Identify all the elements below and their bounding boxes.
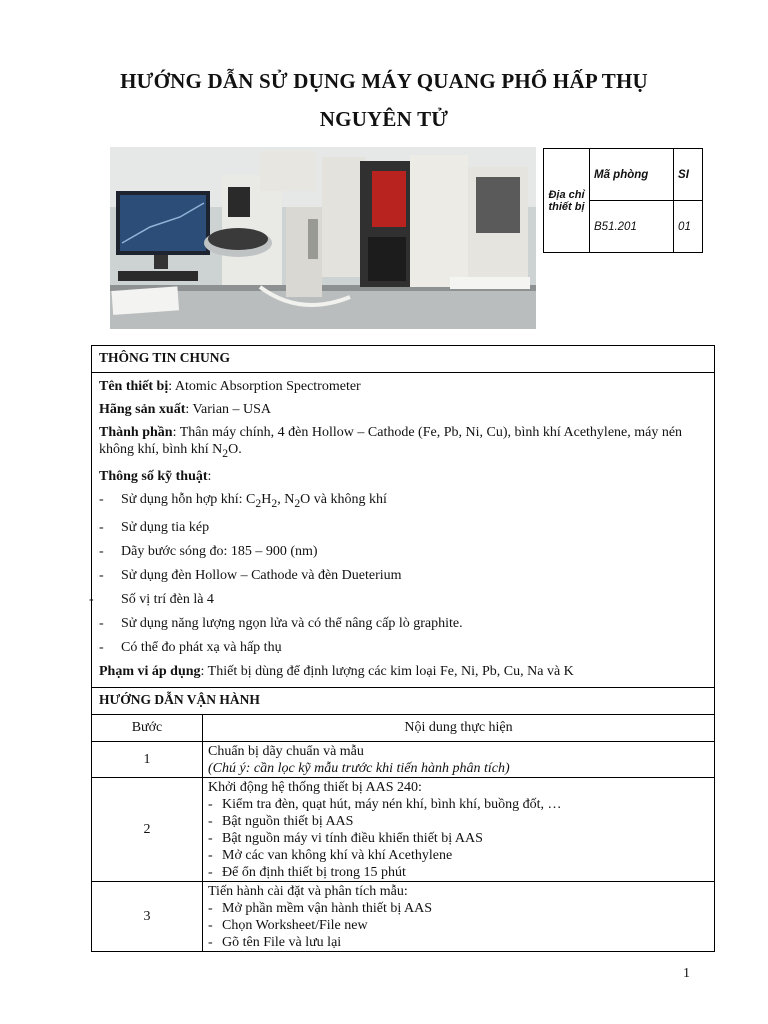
table-row bbox=[92, 742, 715, 778]
bullet-dash: - bbox=[99, 639, 104, 655]
spec-2-text: Sử dụng tia kép bbox=[121, 519, 210, 535]
step-content bbox=[203, 882, 715, 952]
count-value: 01 bbox=[674, 201, 703, 253]
list-item bbox=[208, 796, 709, 813]
step-title: Tiến hành cài đặt và phân tích mẫu: bbox=[208, 884, 408, 899]
step-content bbox=[203, 742, 715, 778]
list-item-text: Bật nguồn máy vi tính điều khiển thiết bị AAS bbox=[222, 831, 483, 846]
components-subscript: 2 bbox=[222, 446, 229, 460]
spec-3-text: Dãy bước sóng đo: 185 – 900 (nm) bbox=[121, 543, 318, 559]
bullet-dash: - bbox=[208, 831, 213, 846]
scope-label: Phạm vi áp dụng bbox=[99, 663, 201, 679]
list-item bbox=[208, 917, 709, 934]
manufacturer-row bbox=[99, 401, 707, 418]
spectrometer-illustration bbox=[110, 147, 536, 329]
step-title: Khởi động hệ thống thiết bị AAS 240: bbox=[208, 780, 422, 795]
general-info-header: THÔNG TIN CHUNG bbox=[92, 346, 714, 373]
document-title bbox=[0, 62, 768, 138]
step-number: 2 bbox=[92, 778, 203, 882]
operation-header: HƯỚNG DẪN VẬN HÀNH bbox=[92, 688, 715, 715]
list-item-text: Chọn Worksheet/File new bbox=[222, 918, 368, 933]
spec-item bbox=[99, 491, 707, 512]
list-item-text: Để ổn định thiết bị trong 15 phút bbox=[222, 865, 406, 880]
spec-1-text: Sử dụng hỗn hợp khí: C bbox=[121, 491, 256, 507]
general-info-body bbox=[89, 373, 714, 680]
spec-1-sub: 2 bbox=[294, 496, 301, 510]
list-item bbox=[208, 813, 709, 830]
room-info-table bbox=[543, 148, 703, 253]
scope-value: : Thiết bị dùng để định lượng các kim loại Fe, Ni, Pb, Cu, Na và K bbox=[200, 663, 574, 679]
spec-1-text: , N bbox=[277, 491, 295, 507]
step-title: Chuẩn bị dãy chuẩn và mẫu bbox=[208, 744, 364, 759]
step-content bbox=[203, 778, 715, 882]
bullet-dash: - bbox=[208, 918, 213, 933]
scope-row bbox=[99, 663, 707, 680]
list-item-text: Bật nguồn thiết bị AAS bbox=[222, 814, 354, 829]
spec-1-sub: 2 bbox=[271, 496, 278, 510]
components-end: O. bbox=[228, 442, 242, 457]
bullet-dash: - bbox=[208, 935, 213, 950]
device-name-value: : Atomic Absorption Spectrometer bbox=[168, 379, 361, 394]
bullet-dash: - bbox=[99, 543, 104, 559]
list-item bbox=[208, 900, 709, 917]
spec-item bbox=[99, 615, 707, 632]
column-header-content: Nội dung thực hiện bbox=[203, 715, 715, 742]
manufacturer-label: Hãng sản xuất bbox=[99, 402, 186, 417]
address-label: Địa chỉ thiết bị bbox=[544, 149, 590, 253]
step-number: 1 bbox=[92, 742, 203, 778]
step-number: 3 bbox=[92, 882, 203, 952]
list-item-text: Kiểm tra đèn, quạt hút, máy nén khí, bình khí, buồng đốt, … bbox=[222, 797, 562, 812]
count-label: SI bbox=[674, 149, 703, 201]
room-code-value: B51.201 bbox=[590, 201, 674, 253]
device-name-label: Tên thiết bị bbox=[99, 379, 169, 394]
column-header-step: Bước bbox=[92, 715, 203, 742]
bullet-dash: - bbox=[99, 615, 104, 631]
step-note: (Chú ý: cần lọc kỹ mẫu trước khi tiến hành phân tích) bbox=[208, 761, 510, 776]
bullet-dash: - bbox=[208, 797, 213, 812]
components-row bbox=[99, 424, 707, 462]
list-item bbox=[208, 847, 709, 864]
specs-title-row bbox=[99, 468, 707, 485]
spec-item bbox=[99, 639, 707, 656]
room-code-label: Mã phòng bbox=[590, 149, 674, 201]
spec-4-text: Sử dụng đèn Hollow – Cathode và đèn Dueterium bbox=[121, 567, 402, 583]
list-item bbox=[208, 864, 709, 881]
page-number: 1 bbox=[683, 966, 690, 981]
components-value: : Thân máy chính, 4 đèn Hollow – Cathode (Fe, Pb, Ni, Cu), bình khí Acethylene, máy nén không khí, bình khí N bbox=[99, 425, 683, 457]
spec-item bbox=[99, 567, 707, 584]
list-item-text: Mở phần mềm vận hành thiết bị AAS bbox=[222, 901, 432, 916]
bullet-dash: - bbox=[208, 865, 213, 880]
bullet-dash: - bbox=[99, 519, 104, 535]
list-item bbox=[208, 830, 709, 847]
spec-6-text: Sử dụng năng lượng ngọn lửa và có thể nâng cấp lò graphite. bbox=[121, 615, 463, 631]
spec-item bbox=[99, 543, 707, 560]
spec-1-text: H bbox=[261, 491, 272, 507]
equipment-photo bbox=[110, 147, 536, 329]
spec-1-sub: 2 bbox=[255, 496, 262, 510]
specs-colon: : bbox=[207, 468, 212, 484]
spec-item bbox=[99, 519, 707, 536]
list-item-text: Mở các van không khí và khí Acethylene bbox=[222, 848, 453, 863]
bullet-dash: - bbox=[99, 491, 104, 507]
specs-label: Thông số kỹ thuật bbox=[99, 468, 208, 484]
components-label: Thành phần bbox=[99, 425, 173, 440]
table-row bbox=[92, 778, 715, 882]
operation-table bbox=[91, 687, 715, 952]
list-item-text: Gõ tên File và lưu lại bbox=[222, 935, 342, 950]
general-info-box bbox=[91, 345, 715, 688]
table-row bbox=[92, 882, 715, 952]
title-line-2: NGUYÊN TỬ bbox=[319, 107, 449, 131]
title-line-1: HƯỚNG DẪN SỬ DỤNG MÁY QUANG PHỔ HẤP THỤ bbox=[120, 69, 648, 93]
bullet-dash: - bbox=[89, 591, 94, 607]
bullet-dash: - bbox=[99, 567, 104, 583]
device-name-row bbox=[99, 378, 707, 395]
bullet-dash: - bbox=[208, 901, 213, 916]
bullet-dash: - bbox=[208, 848, 213, 863]
bullet-dash: - bbox=[208, 814, 213, 829]
list-item bbox=[208, 934, 709, 951]
spec-1-text: O và không khí bbox=[300, 491, 387, 507]
spec-7-text: Có thể đo phát xạ và hấp thụ bbox=[121, 639, 282, 655]
manufacturer-value: : Varian – USA bbox=[185, 402, 272, 417]
spec-5-text: Số vị trí đèn là 4 bbox=[121, 591, 214, 607]
spec-item bbox=[89, 591, 707, 608]
